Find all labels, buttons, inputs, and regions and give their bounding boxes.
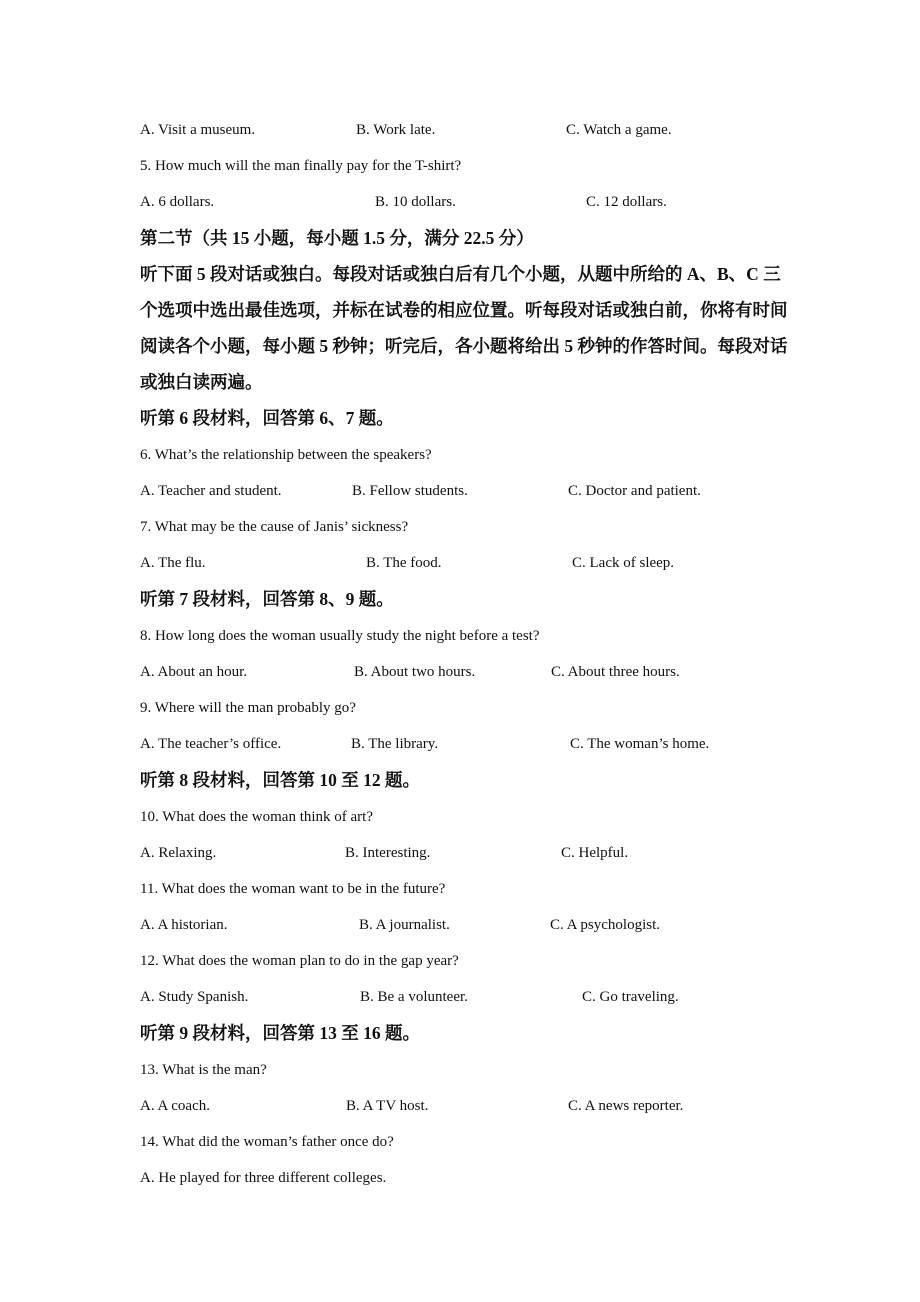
option-a: A. Teacher and student. [140, 483, 282, 499]
option-a: A. The flu. [140, 555, 206, 571]
option-b: B. Be a volunteer. [360, 989, 468, 1005]
option-b: B. Interesting. [345, 845, 431, 861]
option-a: A. A historian. [140, 917, 228, 933]
question-13: 13. What is the man? [140, 1062, 267, 1078]
option-b: B. 10 dollars. [375, 194, 456, 210]
question-8: 8. How long does the woman usually study the night before a test? [140, 628, 540, 644]
option-c: C. Go traveling. [582, 989, 679, 1005]
option-b: B. Work late. [356, 122, 436, 138]
option-c: C. Watch a game. [566, 122, 672, 138]
option-b: B. A TV host. [346, 1098, 429, 1114]
instructions-paragraph: 听下面 5 段对话或独白。每段对话或独白后有几个小题，从题中所给的 A、B、C 三个选项中选出最佳选项，并标在试卷的相应位置。听每段对话或独白前，你将有时间阅读各个小题，每小题 5 秒钟；听完后，各小题将给出 5 秒钟的作答时间。每段对话或独白读两遍。 [140, 264, 788, 392]
question-12: 12. What does the woman plan to do in the gap year? [140, 953, 459, 969]
option-a: A. He played for three different colleges. [140, 1170, 387, 1186]
option-a: A. 6 dollars. [140, 194, 215, 210]
option-c: C. The woman’s home. [570, 736, 710, 752]
material-heading-6: 听第 6 段材料，回答第 6、7 题。 [140, 408, 394, 428]
question-9: 9. Where will the man probably go? [140, 700, 356, 716]
question-5: 5. How much will the man finally pay for the T-shirt? [140, 158, 462, 174]
option-a: A. The teacher’s office. [140, 736, 282, 752]
option-b: B. A journalist. [359, 917, 450, 933]
question-14: 14. What did the woman’s father once do? [140, 1134, 394, 1150]
option-c: C. A psychologist. [550, 917, 661, 933]
option-a: A. A coach. [140, 1098, 210, 1114]
option-c: C. Helpful. [561, 845, 629, 861]
option-b: B. About two hours. [354, 664, 476, 680]
option-c: C. 12 dollars. [586, 194, 667, 210]
material-heading-8: 听第 8 段材料，回答第 10 至 12 题。 [140, 770, 420, 790]
option-a: A. Relaxing. [140, 845, 217, 861]
material-heading-7: 听第 7 段材料，回答第 8、9 题。 [140, 589, 394, 609]
option-c: C. A news reporter. [568, 1098, 684, 1114]
option-b: B. The library. [351, 736, 439, 752]
option-c: C. About three hours. [551, 664, 680, 680]
option-c: C. Doctor and patient. [568, 483, 701, 499]
option-a: A. About an hour. [140, 664, 248, 680]
option-c: C. Lack of sleep. [572, 555, 675, 571]
option-b: B. The food. [366, 555, 442, 571]
question-10: 10. What does the woman think of art? [140, 809, 373, 825]
option-a: A. Visit a museum. [140, 122, 256, 138]
question-6: 6. What’s the relationship between the speakers? [140, 447, 432, 463]
question-7: 7. What may be the cause of Janis’ sickness? [140, 519, 409, 535]
section-heading: 第二节（共 15 小题，每小题 1.5 分，满分 22.5 分） [140, 228, 534, 248]
option-b: B. Fellow students. [352, 483, 468, 499]
option-a: A. Study Spanish. [140, 989, 249, 1005]
question-11: 11. What does the woman want to be in the future? [140, 881, 446, 897]
material-heading-9: 听第 9 段材料，回答第 13 至 16 题。 [140, 1023, 420, 1043]
